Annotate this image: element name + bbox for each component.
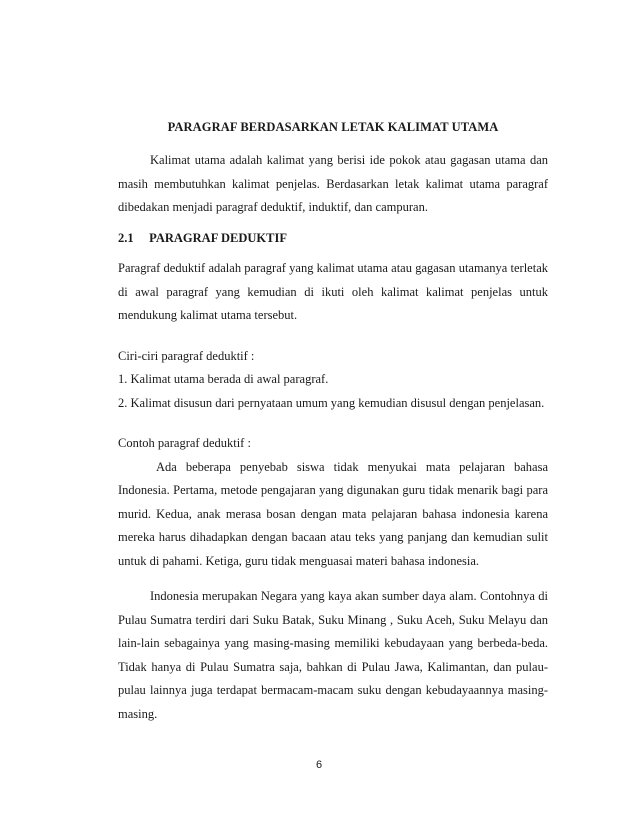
characteristics-item-2: 2. Kalimat disusun dari pernyataan umum yang kemudian disusul dengan penjelasan. xyxy=(118,395,545,410)
spacer xyxy=(118,573,548,585)
spacer xyxy=(118,328,548,345)
page-number: 6 xyxy=(315,759,323,771)
intro-paragraph: Kalimat utama adalah kalimat yang berisi ide pokok atau gagasan utama dan masih membutuhkan kalimat penjelas. Berdasarkan letak kalimat utama paragraf dibedakan menjadi paragraf deduktif, induktif, dan campuran. xyxy=(118,153,548,214)
example-label: Contoh paragraf deduktif : xyxy=(118,436,251,450)
section-number: 2.1 xyxy=(118,230,134,245)
section-title: PARAGRAF DEDUKTIF xyxy=(149,230,287,245)
example-paragraph-1: Ada beberapa penyebab siswa tidak menyukai mata pelajaran bahasa Indonesia. Pertama, metode pengajaran yang digunakan guru tidak menarik bagi para murid. Kedua, anak merasa bosan dengan mata pelajaran bahasa indonesia karena mereka harus dihadapkan dengan bacaan atau teks yang panjang dan kemudian sulit untuk di pahami. Ketiga, guru tidak menguasai materi bahasa indonesia. xyxy=(118,459,548,568)
section-heading xyxy=(118,227,548,251)
definition-paragraph: Paragraf deduktif adalah paragraf yang kalimat utama atau gagasan utamanya terletak di awal paragraf yang kemudian di ikuti oleh kalimat kalimat penjelas untuk mendukung kalimat utama tersebut. xyxy=(118,261,548,322)
example-paragraph-2: Indonesia merupakan Negara yang kaya akan sumber daya alam. Contohnya di Pulau Sumatra terdiri dari Suku Batak, Suku Minang , Suku Aceh, Suku Melayu dan lain-lain sebagainya yang masing-masing memiliki kebudayaan yang berbeda-beda. Tidak hanya di Pulau Sumatra saja, bahkan di Pulau Jawa, Kalimantan, dan pulau-pulau lainnya juga terdapat bermacam-macam suku dengan kebudayaannya masing-masing. xyxy=(118,589,548,721)
document-page xyxy=(118,120,548,726)
page-title: PARAGRAF BERDASARKAN LETAK KALIMAT UTAMA xyxy=(167,120,499,134)
spacer xyxy=(118,415,548,432)
characteristics-item-1: 1. Kalimat utama berada di awal paragraf. xyxy=(118,372,329,386)
characteristics-label: Ciri-ciri paragraf deduktif : xyxy=(118,348,255,363)
